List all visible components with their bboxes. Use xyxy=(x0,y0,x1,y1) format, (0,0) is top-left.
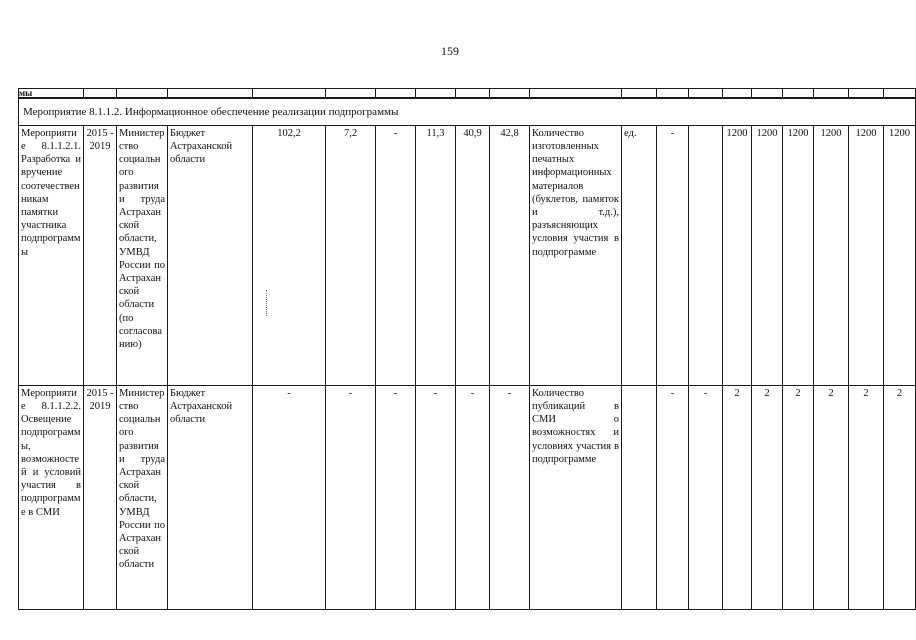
amount-2017: - xyxy=(416,385,456,609)
amount-2018: 40,9 xyxy=(456,125,490,385)
amount-total: 102,2 xyxy=(253,125,326,385)
indicator-value: - xyxy=(657,125,689,385)
indicator: Количество публикаций в СМИ о возможностях и условиях участия в подпрограмме xyxy=(530,385,622,609)
funding-source: Бюджет Астраханской области xyxy=(168,385,253,609)
amount-2016: - xyxy=(376,125,416,385)
period: 2015 - 2019 xyxy=(84,385,117,609)
executor: Министерство социального развития и труда Астраханской области, УМВД России по Астраханской области (по согласованию) xyxy=(117,125,168,385)
indicator-value: 2 xyxy=(884,385,916,609)
indicator-value: 1200 xyxy=(814,125,849,385)
header-fragment: мы xyxy=(19,89,84,99)
indicator-value: 2 xyxy=(814,385,849,609)
header-continuation-row xyxy=(19,89,916,99)
scan-artifact xyxy=(266,290,269,316)
period: 2015 - 2019 xyxy=(84,125,117,385)
amount-2019: 42,8 xyxy=(490,125,530,385)
indicator-value: 2 xyxy=(849,385,884,609)
indicator-value: 1200 xyxy=(783,125,814,385)
table-row xyxy=(19,385,916,609)
program-table xyxy=(18,88,916,610)
unit xyxy=(622,385,657,609)
indicator-value: 2 xyxy=(783,385,814,609)
measure-name: Мероприятие 8.1.1.2.1. Разработка и вручение соотечественникам памятки участника подпрограммы xyxy=(19,125,84,385)
subprogram-title: Мероприятие 8.1.1.2. Информационное обеспечение реализации подпрограммы xyxy=(19,98,916,125)
page-number: 159 xyxy=(441,44,459,58)
amount-2015: - xyxy=(326,385,376,609)
indicator-value: 1200 xyxy=(752,125,783,385)
amount-2018: - xyxy=(456,385,490,609)
indicator: Количество изготовленных печатных информационных материалов (буклетов, памяток и т.д.), разъясняющих условия участия в подпрограмме xyxy=(530,125,622,385)
indicator-value: 2 xyxy=(752,385,783,609)
indicator-value: 2 xyxy=(723,385,752,609)
amount-2016: - xyxy=(376,385,416,609)
measure-name: Мероприятие 8.1.1.2.2. Освещение подпрограммы, возможностей и условий участия в подпрограмме в СМИ xyxy=(19,385,84,609)
table-row xyxy=(19,125,916,385)
executor: Министерство социального развития и труда Астраханской области, УМВД России по Астраханской области xyxy=(117,385,168,609)
indicator-value xyxy=(689,125,723,385)
indicator-value: 1200 xyxy=(849,125,884,385)
funding-source: Бюджет Астраханской области xyxy=(168,125,253,385)
indicator-value: 1200 xyxy=(723,125,752,385)
subprogram-row xyxy=(19,98,916,125)
amount-2019: - xyxy=(490,385,530,609)
unit: ед. xyxy=(622,125,657,385)
indicator-value: - xyxy=(689,385,723,609)
indicator-value: 1200 xyxy=(884,125,916,385)
amount-2015: 7,2 xyxy=(326,125,376,385)
amount-total: - xyxy=(253,385,326,609)
amount-2017: 11,3 xyxy=(416,125,456,385)
indicator-value: - xyxy=(657,385,689,609)
